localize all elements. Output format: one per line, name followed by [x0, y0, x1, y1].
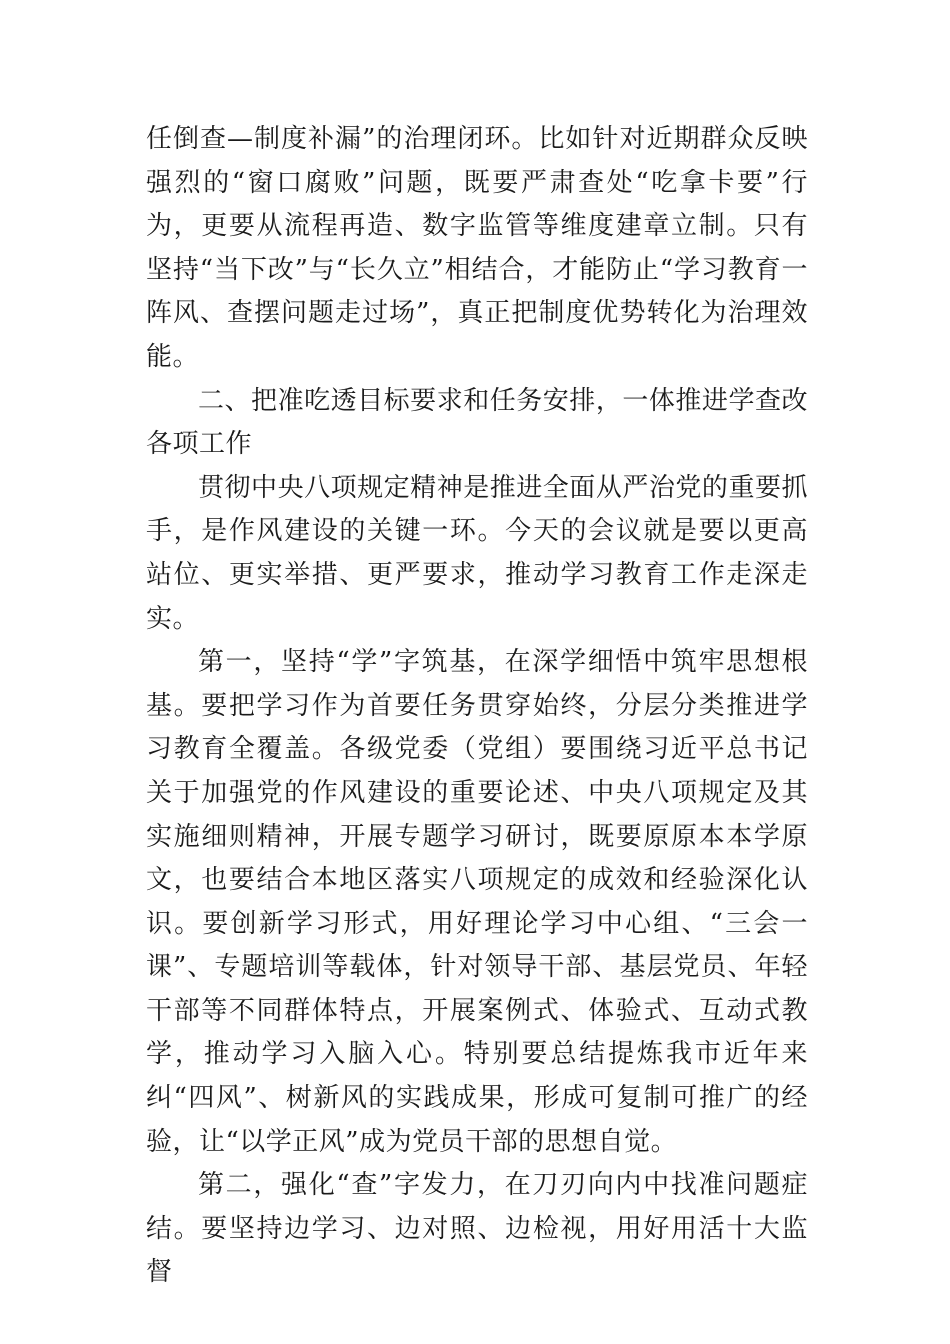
paragraph-point-two: 第二，强化“查”字发力，在刀刃向内中找准问题症结。要坚持边学习、边对照、边检视，用好用活十大监督 — [146, 1170, 808, 1288]
paragraph-continuation: 任倒查—制度补漏”的治理闭环。比如针对近期群众反映强烈的“窗口腐败”问题，既要严肃查处“吃拿卡要”行为，更要从流程再造、数字监管等维度建章立制。只有坚持“当下改”与“长久立”相结合，才能防止“学习教育一阵风、查摆问题走过场”，真正把制度优势转化为治理效能。 — [146, 124, 808, 372]
paragraph-point-one: 第一，坚持“学”字筑基，在深学细悟中筑牢思想根基。要把学习作为首要任务贯穿始终，分层分类推进学习教育全覆盖。各级党委（党组）要围绕习近平总书记关于加强党的作风建设的重要论述、中央八项规定及其实施细则精神，开展专题学习研讨，既要原原本本学原文，也要结合本地区落实八项规定的成效和经验深化认识。要创新学习形式，用好理论学习中心组、“三会一课”、专题培训等载体，针对领导干部、基层党员、年轻干部等不同群体特点，开展案例式、体验式、互动式教学，推动学习入脑入心。特别要总结提炼我市近年来纠“四风”、树新风的实践成果，形成可复制可推广的经验，让“以学正风”成为党员干部的思想自觉。 — [146, 647, 808, 1157]
document-body — [146, 118, 808, 1295]
section-heading: 二、把准吃透目标要求和任务安排，一体推进学查改各项工作 — [146, 385, 808, 460]
paragraph-intro: 贯彻中央八项规定精神是推进全面从严治党的重要抓手，是作风建设的关键一环。今天的会议就是要以更高站位、更实举措、更严要求，推动学习教育工作走深走实。 — [146, 472, 808, 634]
